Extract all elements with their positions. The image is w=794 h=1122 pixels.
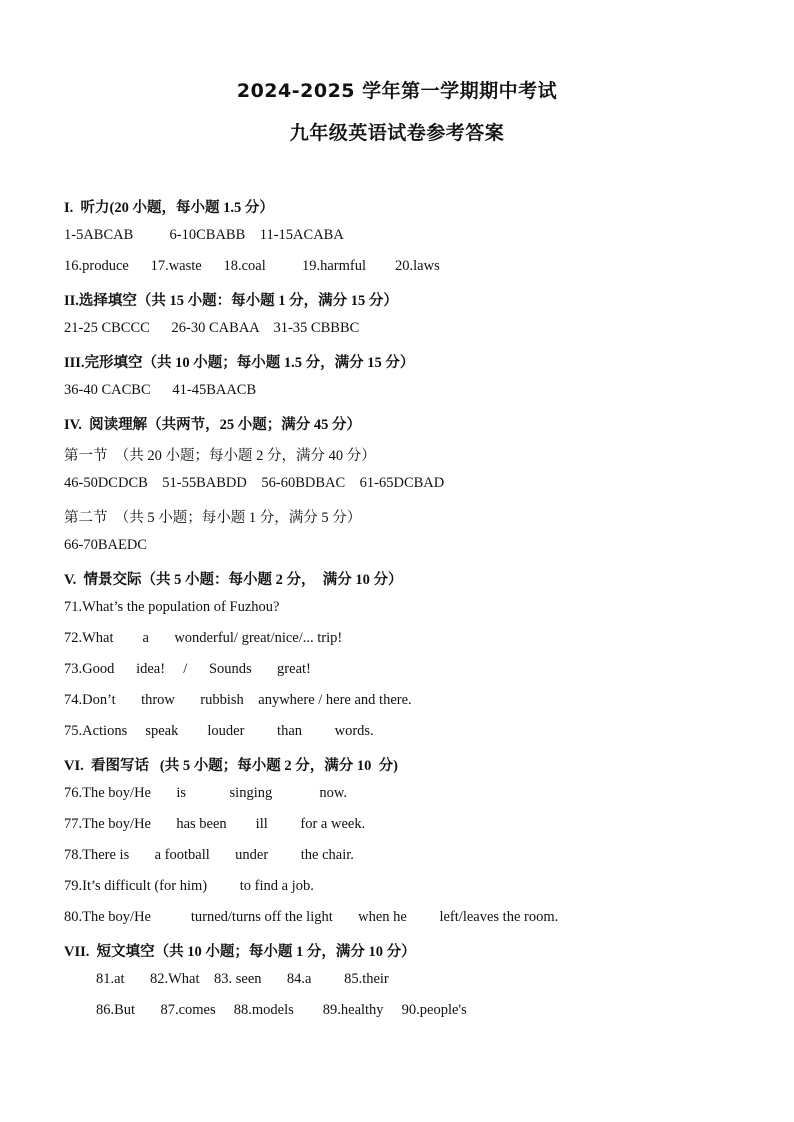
answer-line: 80.The boy/He turned/turns off the light when he left/leaves the room. xyxy=(64,909,559,925)
answer-line: 1-5ABCAB 6-10CBABB 11-15ACABA xyxy=(64,227,344,243)
document-subtitle: 九年级英语试卷参考答案 xyxy=(289,122,505,144)
section-heading: III.完形填空（共 10 小题；每小题 1.5 分，满分 15 分） xyxy=(64,355,415,371)
section-heading: I. 听力(20 小题，每小题 1.5 分） xyxy=(64,200,274,216)
answer-line: 第一节 （共 20 小题；每小题 2 分，满分 40 分） xyxy=(64,448,376,464)
answer-line: 73.Good idea! / Sounds great! xyxy=(64,661,311,677)
answer-line: 72.What a wonderful/ great/nice/... trip! xyxy=(64,630,343,646)
answer-line: 76.The boy/He is singing now. xyxy=(64,785,348,801)
answer-line: 66-70BAEDC xyxy=(64,537,147,553)
answer-line: 75.Actions speak louder than words. xyxy=(64,723,374,739)
answer-line: 36-40 CACBC 41-45BAACB xyxy=(64,382,257,398)
answer-line: 81.at 82.What 83. seen 84.a 85.their xyxy=(96,971,389,987)
answer-line: 46-50DCDCB 51-55BABDD 56-60BDBAC 61-65DCBAD xyxy=(64,475,445,491)
section-heading: II.选择填空（共 15 小题：每小题 1 分，满分 15 分） xyxy=(64,293,398,309)
answer-line: 21-25 CBCCC 26-30 CABAA 31-35 CBBBC xyxy=(64,320,360,336)
answer-line: 74.Don’t throw rubbish anywhere / here and there. xyxy=(64,692,412,708)
answer-line: 79.It’s difficult (for him) to find a job. xyxy=(64,878,314,894)
answer-line: 第二节 （共 5 小题；每小题 1 分，满分 5 分） xyxy=(64,510,362,526)
section-heading: IV. 阅读理解（共两节，25 小题；满分 45 分） xyxy=(64,417,361,433)
document-title: 2024-2025 学年第一学期期中考试 xyxy=(236,80,558,102)
section-heading: V. 情景交际（共 5 小题：每小题 2 分， 满分 10 分） xyxy=(64,572,403,588)
answer-line: 16.produce 17.waste 18.coal 19.harmful 20.laws xyxy=(64,258,440,274)
section-heading: VI. 看图写话 (共 5 小题；每小题 2 分，满分 10 分) xyxy=(64,758,398,774)
section-heading: VII. 短文填空（共 10 小题；每小题 1 分，满分 10 分） xyxy=(64,944,416,960)
answer-line: 86.But 87.comes 88.models 89.healthy 90.people's xyxy=(96,1002,467,1018)
answer-line: 71.What’s the population of Fuzhou? xyxy=(64,599,280,615)
answer-line: 77.The boy/He has been ill for a week. xyxy=(64,816,366,832)
answer-line: 78.There is a football under the chair. xyxy=(64,847,354,863)
